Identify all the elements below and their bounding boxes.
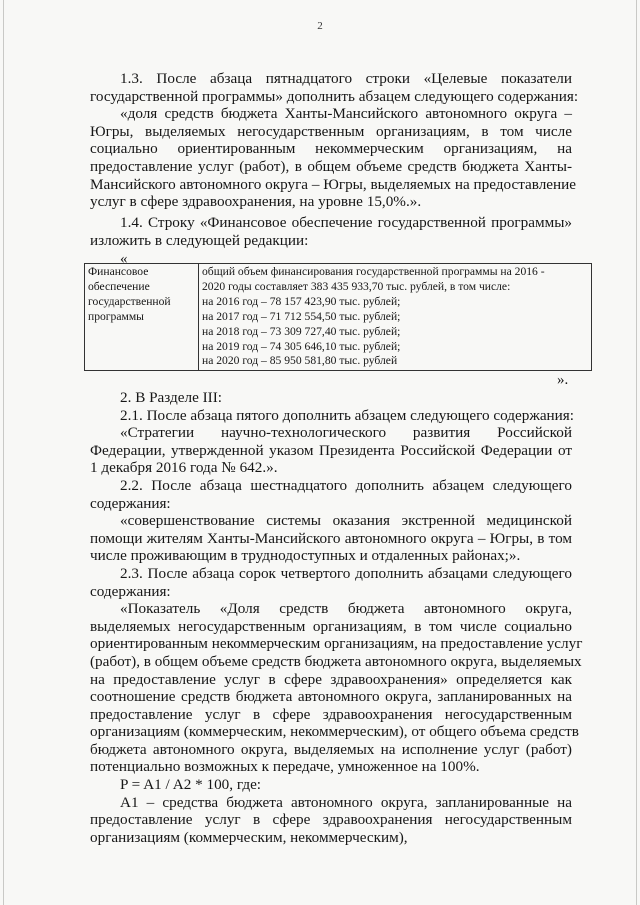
text-line: предоставление услуг в сфере здравоохранения негосударственным	[90, 705, 572, 723]
paragraph-1-3	[90, 70, 579, 211]
formula-line: P = A1 / A2 * 100, где:	[120, 776, 262, 794]
text-line: государственной программы» дополнить абзацем следующего содержания:	[90, 87, 579, 105]
text-line: A1 – средства бюджета автономного округа, запланированные на	[120, 793, 572, 811]
text-line: Югры, выделяемых негосударственным организациям, в том числе	[90, 122, 572, 140]
text-line: ориентированным некоммерческим организациям, на предоставление услуг	[90, 635, 583, 653]
table-value-line: на 2020 год – 85 950 581,80 тыс. рублей	[202, 354, 398, 368]
text-line: «Стратегии научно-технологического развития Российской	[120, 424, 572, 442]
table-value-line: общий объем финансирования государственной программы на 2016 -	[202, 265, 545, 278]
table-label-line: обеспечение	[88, 279, 150, 293]
text-line: 2. В Разделе III:	[120, 389, 223, 406]
text-line: выделяемых негосударственным организациям, в том числе социально	[90, 617, 572, 635]
table-label-cell	[85, 264, 199, 371]
text-line: Федерации, утвержденной указом Президента Российской Федерации от	[90, 441, 572, 459]
page-number: 2	[317, 20, 323, 32]
text-line: содержания:	[90, 582, 171, 600]
text-line: потенциально возможных к передаче, умноженное на 100%.	[90, 758, 480, 776]
text-line: «Показатель «Доля средств бюджета автономного округа,	[120, 600, 572, 618]
text-line: (работ), в общем объеме средств бюджета автономного округа, выделяемых	[90, 652, 582, 670]
text-line: 2.1. После абзаца пятого дополнить абзацем следующего содержания:	[120, 406, 575, 424]
text-line: социально ориентированным некоммерческим организациям, на	[90, 140, 572, 158]
text-line: предоставление услуг (работ), в общем объеме средств бюджета Ханты-	[90, 157, 572, 175]
text-line: 1 декабря 2016 года № 642.».	[90, 459, 278, 477]
text-line: помощи жителям Ханты-Мансийского автономного округа – Югры, в том	[90, 529, 572, 547]
text-line: 1.4. Строку «Финансовое обеспечение государственной программы»	[120, 214, 572, 231]
paragraph-section-2	[90, 389, 583, 846]
quote-close-mark: ».	[557, 372, 569, 388]
text-line: на предоставление услуг в сфере здравоохранения» определяется как	[90, 670, 572, 688]
page-edge-left	[3, 0, 4, 905]
table-label-line: Финансовое	[88, 265, 149, 278]
text-line: 2.3. После абзаца сорок четвертого дополнить абзацами следующего	[120, 564, 572, 582]
table-value-line: на 2016 год – 78 157 423,90 тыс. рублей;	[202, 294, 401, 308]
text-line: «совершенствование системы оказания экстренной медицинской	[120, 512, 572, 530]
paragraph-1-4	[90, 214, 572, 249]
text-line: числе проживающим в труднодоступных и отдаленных районах;».	[90, 547, 521, 565]
financing-table	[84, 263, 592, 371]
text-line: организациям (коммерческим, некоммерческим),	[90, 828, 408, 846]
table-value-line: на 2017 год – 71 712 554,50 тыс. рублей;	[202, 309, 401, 323]
text-line: услуг в сфере здравоохранения, на уровне 15,0%.».	[90, 193, 422, 211]
table-value-cell	[199, 264, 592, 371]
table-row	[85, 264, 592, 371]
table-value-line: на 2018 год – 73 309 727,40 тыс. рублей;	[202, 324, 401, 338]
text-line: 1.3. После абзаца пятнадцатого строки «Целевые показатели	[120, 70, 572, 87]
quote-open-mark: «	[120, 251, 128, 267]
table-value-line: 2020 годы составляет 383 435 933,70 тыс. рублей, в том числе:	[202, 279, 511, 293]
text-line: «доля средств бюджета Ханты-Мансийского автономного округа –	[120, 105, 572, 123]
table-label-line: государственной	[88, 294, 171, 308]
table-label-line: программы	[88, 309, 144, 323]
table-value-line: на 2019 год – 74 305 646,10 тыс. рублей;	[202, 339, 401, 353]
text-line: бюджета автономного округа, выделяемых на исполнение услуг (работ)	[90, 740, 572, 758]
text-line: предоставление услуг в сфере здравоохранения негосударственным	[90, 811, 572, 829]
text-line: Мансийского автономного округа – Югры, выделяемых на предоставление	[90, 175, 577, 193]
text-line: содержания:	[90, 494, 171, 512]
text-line: 2.2. После абзаца шестнадцатого дополнить абзацем следующего	[120, 476, 572, 494]
text-line: изложить в следующей редакции:	[90, 231, 309, 249]
page-edge-right	[636, 0, 637, 905]
text-line: соотношение средств бюджета автономного округа, запланированных на	[90, 688, 572, 706]
text-line: организациям (коммерческим, некоммерческим), от общего объема средств	[90, 723, 579, 741]
